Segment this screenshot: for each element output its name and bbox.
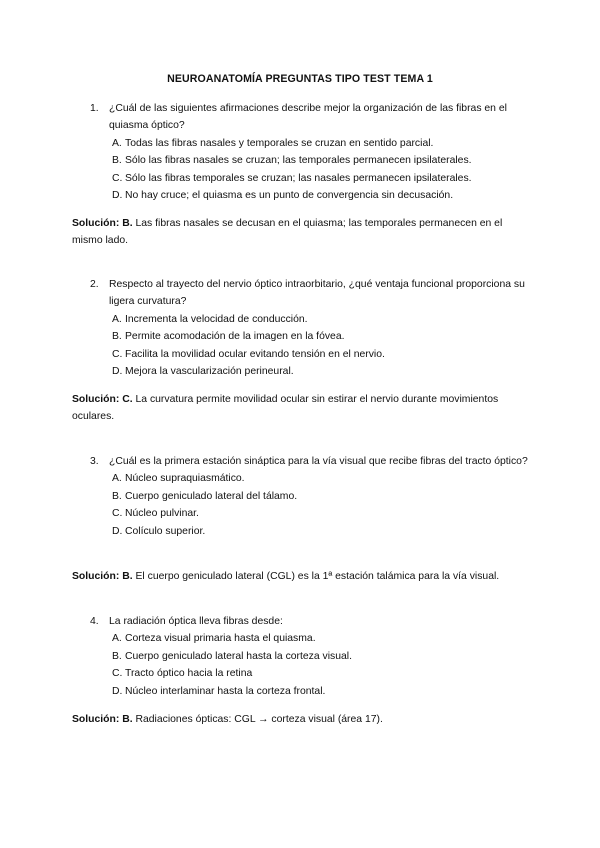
solution-3 — [72, 568, 532, 585]
solution-label: Solución: B. — [72, 218, 133, 229]
solution-2 — [72, 391, 532, 426]
solution-text: La curvatura permite movilidad ocular sin estirar el nervio durante movimientos oculares. — [72, 394, 499, 423]
solution-1 — [72, 215, 532, 250]
option-a: A. Todas las fibras nasales y temporales se cruzan en sentido parcial. — [112, 137, 434, 149]
option-c: C. Facilita la movilidad ocular evitando tensión en el nervio. — [112, 348, 385, 360]
option-b: B. Cuerpo geniculado lateral hasta la corteza visual. — [112, 650, 352, 662]
question-2 — [90, 276, 530, 380]
option-c: C. Sólo las fibras temporales se cruzan; las nasales permanecen ipsilaterales. — [112, 172, 472, 184]
option-d: D. Colículo superior. — [112, 525, 206, 537]
option-c: C. Núcleo pulvinar. — [112, 508, 199, 520]
solution-label: Solución: C. — [72, 394, 133, 405]
question-text: ¿Cuál es la primera estación sináptica para la vía visual que recibe fibras del tracto óptico? — [109, 456, 528, 467]
option-d: D. No hay cruce; el quiasma es un punto de convergencia sin decusación. — [112, 190, 454, 202]
option-a: A. Núcleo supraquiasmático. — [112, 473, 245, 485]
option-list — [90, 135, 530, 205]
solution-text: Radiaciones ópticas: CGL → corteza visual (área 17). — [135, 714, 383, 725]
question-number: 1. — [90, 103, 99, 114]
option-a: A. Incrementa la velocidad de conducción. — [112, 313, 308, 325]
solution-text: Las fibras nasales se decusan en el quiasma; las temporales permanecen en el mismo lado. — [72, 218, 503, 247]
question-text: Respecto al trayecto del nervio óptico intraorbitario, ¿qué ventaja funcional proporciona su ligera curvatura? — [109, 279, 525, 308]
question-text: La radiación óptica lleva fibras desde: — [109, 616, 283, 627]
solution-label: Solución: B. — [72, 714, 133, 725]
question-number: 2. — [90, 279, 99, 290]
option-d: D. Núcleo interlaminar hasta la corteza frontal. — [112, 685, 326, 697]
option-b: B. Sólo las fibras nasales se cruzan; las temporales permanecen ipsilaterales. — [112, 155, 472, 167]
question-number: 4. — [90, 616, 99, 627]
option-c: C. Tracto óptico hacia la retina — [112, 668, 253, 680]
option-list — [90, 311, 530, 381]
question-1 — [90, 100, 530, 204]
option-a: A. Corteza visual primaria hasta el quiasma. — [112, 633, 316, 645]
question-3 — [90, 453, 530, 540]
page-title: NEUROANATOMÍA PREGUNTAS TIPO TEST TEMA 1 — [167, 73, 433, 85]
option-list — [90, 470, 530, 540]
solution-text: El cuerpo geniculado lateral (CGL) es la 1ª estación talámica para la vía visual. — [135, 571, 500, 582]
solution-4 — [72, 711, 532, 728]
option-b: B. Permite acomodación de la imagen en la fóvea. — [112, 331, 345, 343]
option-d: D. Mejora la vascularización perineural. — [112, 366, 294, 378]
question-number: 3. — [90, 456, 99, 467]
option-list — [90, 630, 530, 700]
option-b: B. Cuerpo geniculado lateral del tálamo. — [112, 490, 298, 502]
question-4 — [90, 613, 530, 700]
solution-label: Solución: B. — [72, 571, 133, 582]
question-text: ¿Cuál de las siguientes afirmaciones describe mejor la organización de las fibras en el quiasma óptico? — [109, 103, 507, 132]
